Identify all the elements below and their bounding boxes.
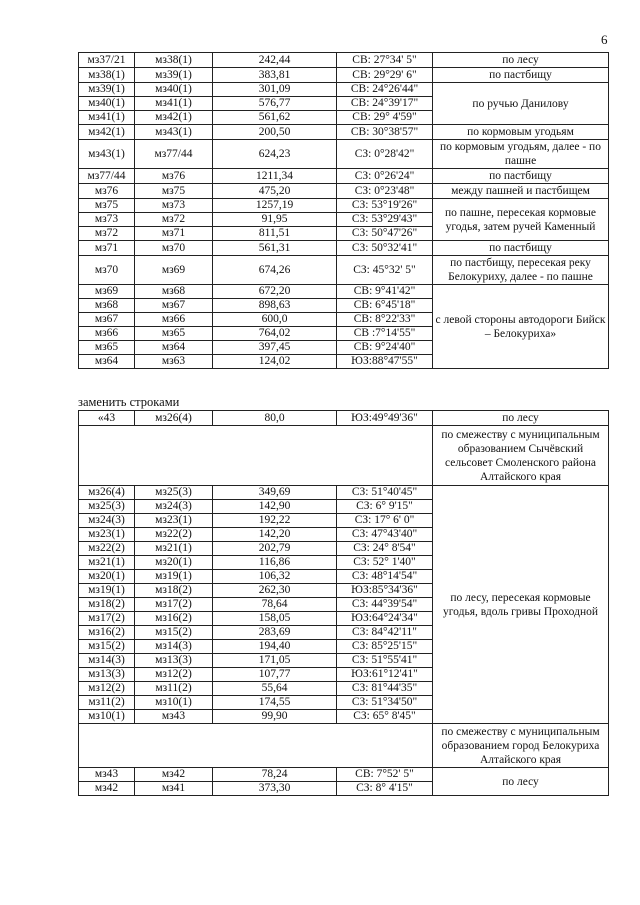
segment-from: мз38(1) (79, 68, 135, 83)
segment-to: мз42(1) (135, 111, 213, 125)
table-row (79, 486, 609, 500)
segment-from: мз20(1) (79, 570, 135, 584)
segment-bearing: СВ: 24°26'44" (337, 83, 433, 97)
segment-to: мз20(1) (135, 556, 213, 570)
segment-bearing: СВ :7°14'55" (337, 327, 433, 341)
segment-to: мз17(2) (135, 598, 213, 612)
segment-length: 898,63 (213, 299, 337, 313)
table-row (79, 285, 609, 299)
segment-from: мз43 (79, 768, 135, 782)
table-row (79, 184, 609, 199)
segment-description: по пастбищу, пересекая реку Белокуриху, далее - по пашне (433, 256, 609, 285)
segment-bearing: СВ: 8°22'33" (337, 313, 433, 327)
table-row (79, 68, 609, 83)
segment-length: 91,95 (213, 213, 337, 227)
segment-length: 561,62 (213, 111, 337, 125)
segment-bearing: СВ: 29° 4'59" (337, 111, 433, 125)
segment-bearing: СВ: 30°38'57" (337, 125, 433, 140)
segment-to: мз18(2) (135, 584, 213, 598)
segment-description: по кормовым угодьям, далее - по пашне (433, 140, 609, 169)
segment-length: 194,40 (213, 640, 337, 654)
segment-to: мз77/44 (135, 140, 213, 169)
table-row (79, 411, 609, 426)
table-row (79, 53, 609, 68)
segment-to: мз69 (135, 256, 213, 285)
segment-length: 78,64 (213, 598, 337, 612)
segment-from: мз76 (79, 184, 135, 199)
segment-bearing: СЗ: 53°19'26" (337, 199, 433, 213)
segment-from: мз40(1) (79, 97, 135, 111)
segment-length: 242,44 (213, 53, 337, 68)
segment-to: мз24(3) (135, 500, 213, 514)
segment-length: 383,81 (213, 68, 337, 83)
segment-to: мз10(1) (135, 696, 213, 710)
segment-bearing: СЗ: 51°40'45" (337, 486, 433, 500)
segment-bearing: СЗ: 47°43'40" (337, 528, 433, 542)
segment-to: мз76 (135, 169, 213, 184)
segment-bearing: СВ: 24°39'17" (337, 97, 433, 111)
segment-bearing: СВ: 9°24'40" (337, 341, 433, 355)
segment-from: «43 (79, 411, 135, 426)
segment-length: 1211,34 (213, 169, 337, 184)
segment-from: мз75 (79, 199, 135, 213)
segment-bearing: СВ: 27°34' 5" (337, 53, 433, 68)
segment-description: по лесу, пересекая кормовые угодья, вдоль гривы Проходной (433, 486, 609, 724)
segment-length: 116,86 (213, 556, 337, 570)
segment-bearing: ЮЗ:88°47'55" (337, 355, 433, 369)
segment-to: мз43 (135, 710, 213, 724)
segment-bearing: СЗ: 24° 8'54" (337, 542, 433, 556)
segment-length: 142,20 (213, 528, 337, 542)
segment-from: мз72 (79, 227, 135, 241)
segment-bearing: ЮЗ:85°34'36" (337, 584, 433, 598)
segment-description: по лесу (433, 768, 609, 796)
segment-from: мз25(3) (79, 500, 135, 514)
segment-length: 55,64 (213, 682, 337, 696)
segment-bearing: ЮЗ:64°24'34" (337, 612, 433, 626)
segment-length: 158,05 (213, 612, 337, 626)
segment-description: по пастбищу (433, 68, 609, 83)
segment-to: мз26(4) (135, 411, 213, 426)
segment-bearing: СВ: 7°52' 5" (337, 768, 433, 782)
segment-description: между пашней и пастбищем (433, 184, 609, 199)
segment-to: мз16(2) (135, 612, 213, 626)
segment-bearing: СЗ: 84°42'11" (337, 626, 433, 640)
segment-length: 142,90 (213, 500, 337, 514)
segment-from: мз68 (79, 299, 135, 313)
segment-from: мз14(3) (79, 654, 135, 668)
segment-to: мз40(1) (135, 83, 213, 97)
boundary-table-2 (78, 410, 608, 796)
segment-length: 301,09 (213, 83, 337, 97)
segment-from: мз21(1) (79, 556, 135, 570)
segment-from: мз24(3) (79, 514, 135, 528)
segment-bearing: СВ: 6°45'18" (337, 299, 433, 313)
segment-to: мз65 (135, 327, 213, 341)
segment-to: мз25(3) (135, 486, 213, 500)
table-row (79, 241, 609, 256)
segment-bearing: СЗ: 65° 8'45" (337, 710, 433, 724)
segment-bearing: СЗ: 48°14'54" (337, 570, 433, 584)
segment-from: мз66 (79, 327, 135, 341)
table-row (79, 140, 609, 169)
segment-from: мз37/21 (79, 53, 135, 68)
segment-to: мз66 (135, 313, 213, 327)
segment-bearing: СЗ: 53°29'43" (337, 213, 433, 227)
segment-length: 1257,19 (213, 199, 337, 213)
segment-from: мз43(1) (79, 140, 135, 169)
segment-from: мз17(2) (79, 612, 135, 626)
segment-from: мз42 (79, 782, 135, 796)
table-row (79, 199, 609, 213)
segment-bearing: СЗ: 81°44'35" (337, 682, 433, 696)
segment-bearing: СЗ: 50°32'41" (337, 241, 433, 256)
segment-bearing: СЗ: 17° 6' 0" (337, 514, 433, 528)
segment-bearing: СЗ: 0°26'24" (337, 169, 433, 184)
segment-from: мз77/44 (79, 169, 135, 184)
segment-from: мз71 (79, 241, 135, 256)
empty-cell (79, 724, 433, 768)
segment-from: мз19(1) (79, 584, 135, 598)
segment-from: мз65 (79, 341, 135, 355)
segment-length: 107,77 (213, 668, 337, 682)
segment-length: 124,02 (213, 355, 337, 369)
segment-from: мз16(2) (79, 626, 135, 640)
segment-length: 283,69 (213, 626, 337, 640)
segment-length: 674,26 (213, 256, 337, 285)
segment-to: мз67 (135, 299, 213, 313)
segment-bearing: СВ: 29°29' 6" (337, 68, 433, 83)
segment-bearing: СЗ: 44°39'54" (337, 598, 433, 612)
segment-from: мз42(1) (79, 125, 135, 140)
segment-to: мз42 (135, 768, 213, 782)
segment-from: мз73 (79, 213, 135, 227)
segment-from: мз12(2) (79, 682, 135, 696)
segment-from: мз11(2) (79, 696, 135, 710)
segment-to: мз41(1) (135, 97, 213, 111)
table-row (79, 256, 609, 285)
segment-to: мз68 (135, 285, 213, 299)
segment-bearing: СЗ: 51°55'41" (337, 654, 433, 668)
segment-to: мз43(1) (135, 125, 213, 140)
table-row (79, 768, 609, 782)
table-row (79, 125, 609, 140)
segment-from: мз15(2) (79, 640, 135, 654)
segment-length: 106,32 (213, 570, 337, 584)
segment-description: по пастбищу (433, 169, 609, 184)
segment-bearing: СЗ: 6° 9'15" (337, 500, 433, 514)
segment-from: мз13(3) (79, 668, 135, 682)
segment-from: мз41(1) (79, 111, 135, 125)
segment-from: мз70 (79, 256, 135, 285)
segment-description: по кормовым угодьям (433, 125, 609, 140)
segment-to: мз75 (135, 184, 213, 199)
table-row (79, 83, 609, 97)
segment-to: мз64 (135, 341, 213, 355)
segment-from: мз67 (79, 313, 135, 327)
boundary-note-sychevsky: по смежеству с муниципальным образованием Сычёвский сельсовет Смоленского района Алтайского края (433, 426, 609, 486)
segment-bearing: СЗ: 45°32' 5" (337, 256, 433, 285)
segment-to: мз15(2) (135, 626, 213, 640)
segment-from: мз64 (79, 355, 135, 369)
segment-length: 373,30 (213, 782, 337, 796)
segment-to: мз41 (135, 782, 213, 796)
segment-length: 99,90 (213, 710, 337, 724)
segment-bearing: СЗ: 0°28'42" (337, 140, 433, 169)
segment-length: 561,31 (213, 241, 337, 256)
segment-bearing: СЗ: 8° 4'15" (337, 782, 433, 796)
boundary-note-belokurikha: по смежеству с муниципальным образованием город Белокуриха Алтайского края (433, 724, 609, 768)
replace-with-rows-text: заменить строками (78, 395, 180, 409)
segment-length: 764,02 (213, 327, 337, 341)
segment-from: мз26(4) (79, 486, 135, 500)
segment-to: мз12(2) (135, 668, 213, 682)
segment-length: 202,79 (213, 542, 337, 556)
segment-from: мз22(2) (79, 542, 135, 556)
segment-from: мз39(1) (79, 83, 135, 97)
segment-length: 200,50 (213, 125, 337, 140)
table-row (79, 169, 609, 184)
segment-bearing: СЗ: 52° 1'40" (337, 556, 433, 570)
segment-bearing: СЗ: 0°23'48" (337, 184, 433, 199)
segment-from: мз10(1) (79, 710, 135, 724)
segment-length: 576,77 (213, 97, 337, 111)
segment-length: 397,45 (213, 341, 337, 355)
segment-bearing: СЗ: 85°25'15" (337, 640, 433, 654)
segment-description: по пастбищу (433, 241, 609, 256)
segment-bearing: СЗ: 50°47'26" (337, 227, 433, 241)
page-number: 6 (601, 32, 608, 47)
segment-length: 80,0 (213, 411, 337, 426)
segment-length: 171,05 (213, 654, 337, 668)
empty-cell (79, 426, 433, 486)
segment-to: мз23(1) (135, 514, 213, 528)
segment-length: 811,51 (213, 227, 337, 241)
segment-to: мз63 (135, 355, 213, 369)
segment-length: 78,24 (213, 768, 337, 782)
segment-description: по ручью Данилову (433, 83, 609, 125)
segment-length: 672,20 (213, 285, 337, 299)
boundary-table-1 (78, 52, 608, 369)
segment-bearing: СВ: 9°41'42" (337, 285, 433, 299)
segment-description: по пашне, пересекая кормовые угодья, затем ручей Каменный (433, 199, 609, 241)
segment-to: мз11(2) (135, 682, 213, 696)
segment-bearing: ЮЗ:61°12'41" (337, 668, 433, 682)
segment-to: мз19(1) (135, 570, 213, 584)
segment-bearing: СЗ: 51°34'50" (337, 696, 433, 710)
segment-description: с левой стороны автодороги Бийск – Белокуриха» (433, 285, 609, 369)
segment-length: 192,22 (213, 514, 337, 528)
segment-to: мз73 (135, 199, 213, 213)
segment-bearing: ЮЗ:49°49'36" (337, 411, 433, 426)
segment-description: по лесу (433, 411, 609, 426)
segment-to: мз22(2) (135, 528, 213, 542)
segment-length: 600,0 (213, 313, 337, 327)
segment-length: 475,20 (213, 184, 337, 199)
segment-to: мз14(3) (135, 640, 213, 654)
segment-to: мз72 (135, 213, 213, 227)
segment-from: мз69 (79, 285, 135, 299)
segment-to: мз39(1) (135, 68, 213, 83)
segment-length: 349,69 (213, 486, 337, 500)
segment-to: мз71 (135, 227, 213, 241)
segment-length: 174,55 (213, 696, 337, 710)
segment-from: мз18(2) (79, 598, 135, 612)
segment-to: мз13(3) (135, 654, 213, 668)
segment-description: по лесу (433, 53, 609, 68)
segment-length: 262,30 (213, 584, 337, 598)
table-row (79, 724, 609, 768)
segment-length: 624,23 (213, 140, 337, 169)
segment-to: мз38(1) (135, 53, 213, 68)
segment-from: мз23(1) (79, 528, 135, 542)
segment-to: мз70 (135, 241, 213, 256)
segment-to: мз21(1) (135, 542, 213, 556)
table-row (79, 426, 609, 486)
